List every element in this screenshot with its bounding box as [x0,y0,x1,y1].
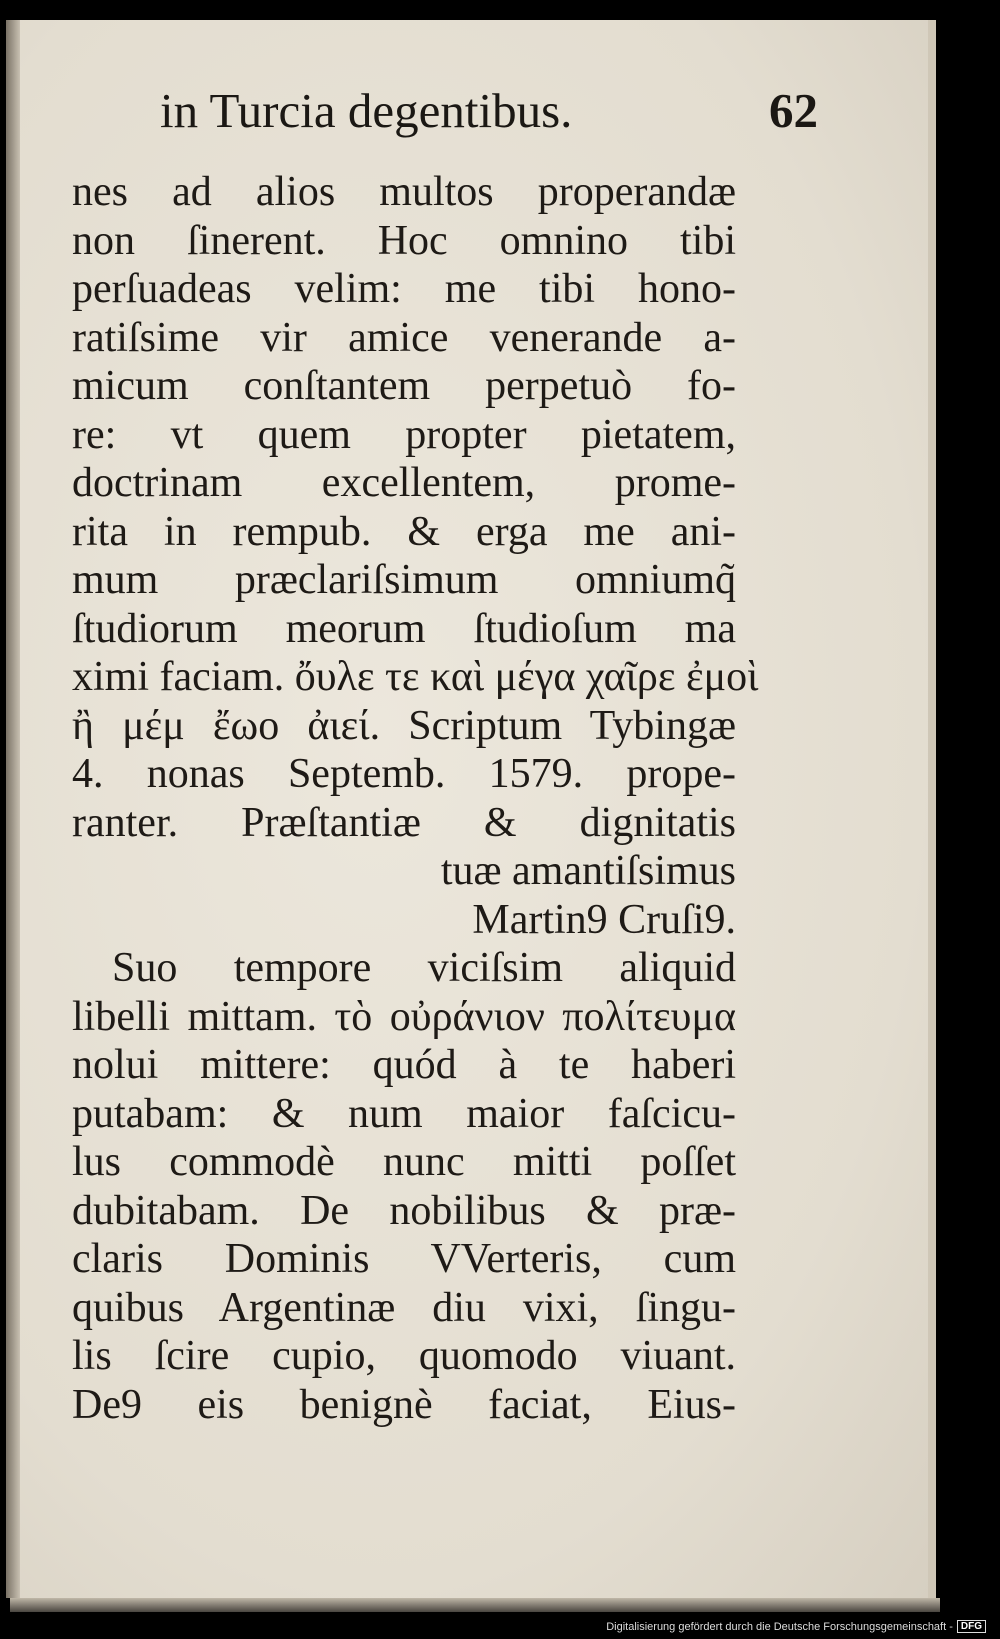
text-line-greek: ximi faciam. ὄυλε τε καὶ μέγα χαῖρε ἐμοὶ [72,654,759,700]
text-line: doctrinam excellentem, prome- [72,460,736,506]
running-head: in Turcia degentibus. [160,83,573,138]
text-line: 4. nonas Septemb. 1579. prope- [72,751,736,797]
body-text [72,168,759,1429]
text-line: putabam: & num maior faſcicu- [72,1090,736,1137]
text-line: nes ad alios multos properandæ [72,169,736,215]
text-line: nolui mittere: quód à te haberi [72,1042,736,1088]
signature-line: Martin9 Cruſi9. [472,896,736,943]
text-line: micum conſtantem perpetuò fo- [72,363,736,409]
text-line: De9 eis benignè faciat, Eius- [72,1381,736,1428]
page-header [160,82,818,152]
text-line-greek: libelli mittam. τὸ οὐράνιον πολίτευμα [72,993,736,1040]
text-line: lis ſcire cupio, quomodo viuant. [72,1333,736,1379]
text-line: ſtudiorum meorum ſtudioſum ma [72,605,736,652]
text-line: quibus Argentinæ diu vixi, ſingu- [72,1284,736,1331]
dfg-logo: DFG [957,1620,986,1633]
text-line: claris Dominis VVerteris, cum [72,1236,736,1282]
text-line: Suo tempore viciſsim aliquid [112,945,736,991]
text-line: dubitabam. De nobilibus & præ- [72,1187,736,1234]
text-line: non ſinerent. Hoc omnino tibi [72,217,736,264]
digitization-footer [606,1620,986,1633]
page-edge-shadow [10,1598,940,1612]
text-line: ranter. Præſtantiæ & dignitatis [72,799,736,846]
closing-line: tuæ amantiſsimus [440,848,736,894]
text-line: perſuadeas velim: me tibi hono- [72,266,736,312]
text-line: mum præclariſsimum omniumq̃ [72,557,736,603]
page-number: 62 [769,83,818,138]
funding-credit: Digitalisierung gefördert durch die Deutsche Forschungsgemeinschaft - [606,1620,953,1633]
text-line: ratiſsime vir amice venerande a- [72,314,736,361]
text-line-greek: ἢ μέμ ἔωο ἀιεί. Scriptum Tybingæ [72,702,736,749]
text-line: rita in rempub. & erga me ani- [72,508,736,555]
text-line: lus commodè nunc mitti poſſet [72,1139,736,1185]
book-page [10,20,936,1598]
text-line: re: vt quem propter pietatem, [72,411,736,458]
